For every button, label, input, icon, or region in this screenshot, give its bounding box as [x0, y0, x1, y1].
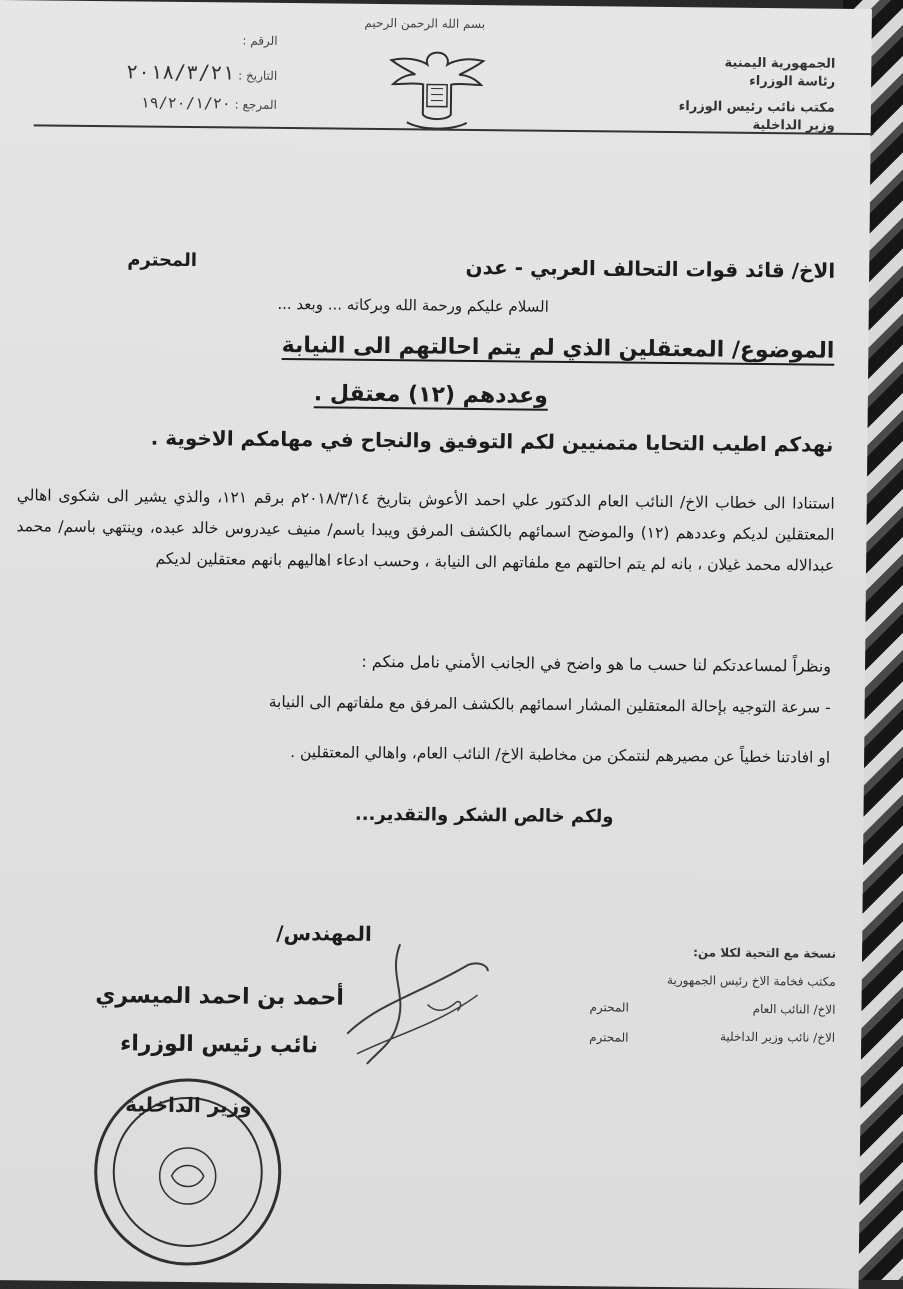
- basmala: بسم الله الرحمن الرحيم: [360, 16, 490, 31]
- cc-item-3: الاخ/ نائب وزير الداخلية: [720, 1030, 835, 1045]
- subject-line-2: وعددهم (١٢) معتقل .: [314, 381, 548, 408]
- addressee-honorific: المحترم: [127, 249, 197, 271]
- signatory-name: أحمد بن احمد الميسري: [69, 983, 369, 1011]
- cc-header: نسخة مع التحية لكلا من:: [693, 945, 836, 960]
- ref-reference-value: ١٩/٢٠/١/٢٠: [140, 93, 230, 112]
- ref-reference-label: المرجع: [242, 98, 277, 112]
- request-line-1: - سرعة التوجيه بإحالة المعتقلين المشار اسمائهم بالكشف المرفق مع ملفاتهم الى النيابة: [269, 693, 831, 717]
- letterhead-ministry: رئاسة الوزراء: [749, 74, 835, 90]
- paragraph-reference: استنادا الى خطاب الاخ/ النائب العام الدكتور علي احمد الأعوش بتاريخ ٢٠١٨/٣/١٤م برقم ١٢١، والذي يشير الى شكوى اهالي المعتقلين لديكم وعددهم (١٢) والموضح اسمائهم بالكشف المرفق ويبدا باسم/ منيف عيدروس خالد عبده، وينتهي باسم/ محمد عبدالاله محمد غيلان ، بانه لم يتم احالتهم مع ملفاتهم الى النيابة ، وحسب ادعاء اهاليهم بانهم معتقلين لديكم: [16, 480, 835, 582]
- letterhead-country: الجمهورية اليمنية: [725, 56, 836, 72]
- ref-reference-row: المرجع : ١٩/٢٠/١/٢٠: [47, 92, 277, 112]
- signatory-title: المهندس/: [276, 921, 372, 946]
- paragraph-request-intro: ونظراً لمساعدتكم لنا حسب ما هو واضح في الجانب الأمني نامل منكم :: [361, 652, 831, 676]
- ref-number-label: الرقم: [250, 34, 277, 48]
- ref-date-label: التاريخ: [246, 69, 277, 83]
- request-line-2: او افادتنا خطياً عن مصيرهم لنتمكن من مخاطبة الاخ/ النائب العام، واهالي المعتقلين .: [290, 743, 830, 767]
- ref-date-row: التاريخ : ٢٠١٨/٣/٢١: [47, 58, 277, 84]
- subject-line-1: الموضوع/ المعتقلين الذي لم يتم احالتهم الى النيابة: [282, 333, 835, 364]
- closing: ولكم خالص الشكر والتقدير...: [355, 804, 614, 828]
- official-seal: [87, 1071, 289, 1273]
- cc-item-2-honorific: المحترم: [589, 1000, 629, 1014]
- yemen-emblem-icon: [377, 44, 498, 135]
- cc-item-2: الاخ/ النائب العام: [753, 1002, 836, 1017]
- cc-item-1: مكتب فخامة الاخ رئيس الجمهورية: [667, 973, 836, 989]
- salutation: نهدكم اطيب التحايا متمنيين لكم التوفيق والنجاح في مهامكم الاخوية .: [151, 426, 834, 457]
- greeting: السلام عليكم ورحمة الله وبركاته ... وبعد ...: [277, 295, 549, 316]
- ref-number-row: الرقم :: [48, 29, 278, 49]
- ref-date-value: ٢٠١٨/٣/٢١: [126, 59, 235, 84]
- letterhead-office: مكتب نائب رئيس الوزراء: [679, 99, 835, 116]
- signatory-position: نائب رئيس الوزراء: [89, 1031, 349, 1059]
- addressee: الاخ/ قائد قوات التحالف العربي - عدن: [465, 255, 835, 283]
- seal-text: وزير الداخلية: [125, 1092, 252, 1117]
- cc-item-3-honorific: المحترم: [589, 1030, 629, 1044]
- handwritten-signature: [337, 934, 499, 1086]
- letterhead-minister: وزير الداخلية: [752, 118, 834, 134]
